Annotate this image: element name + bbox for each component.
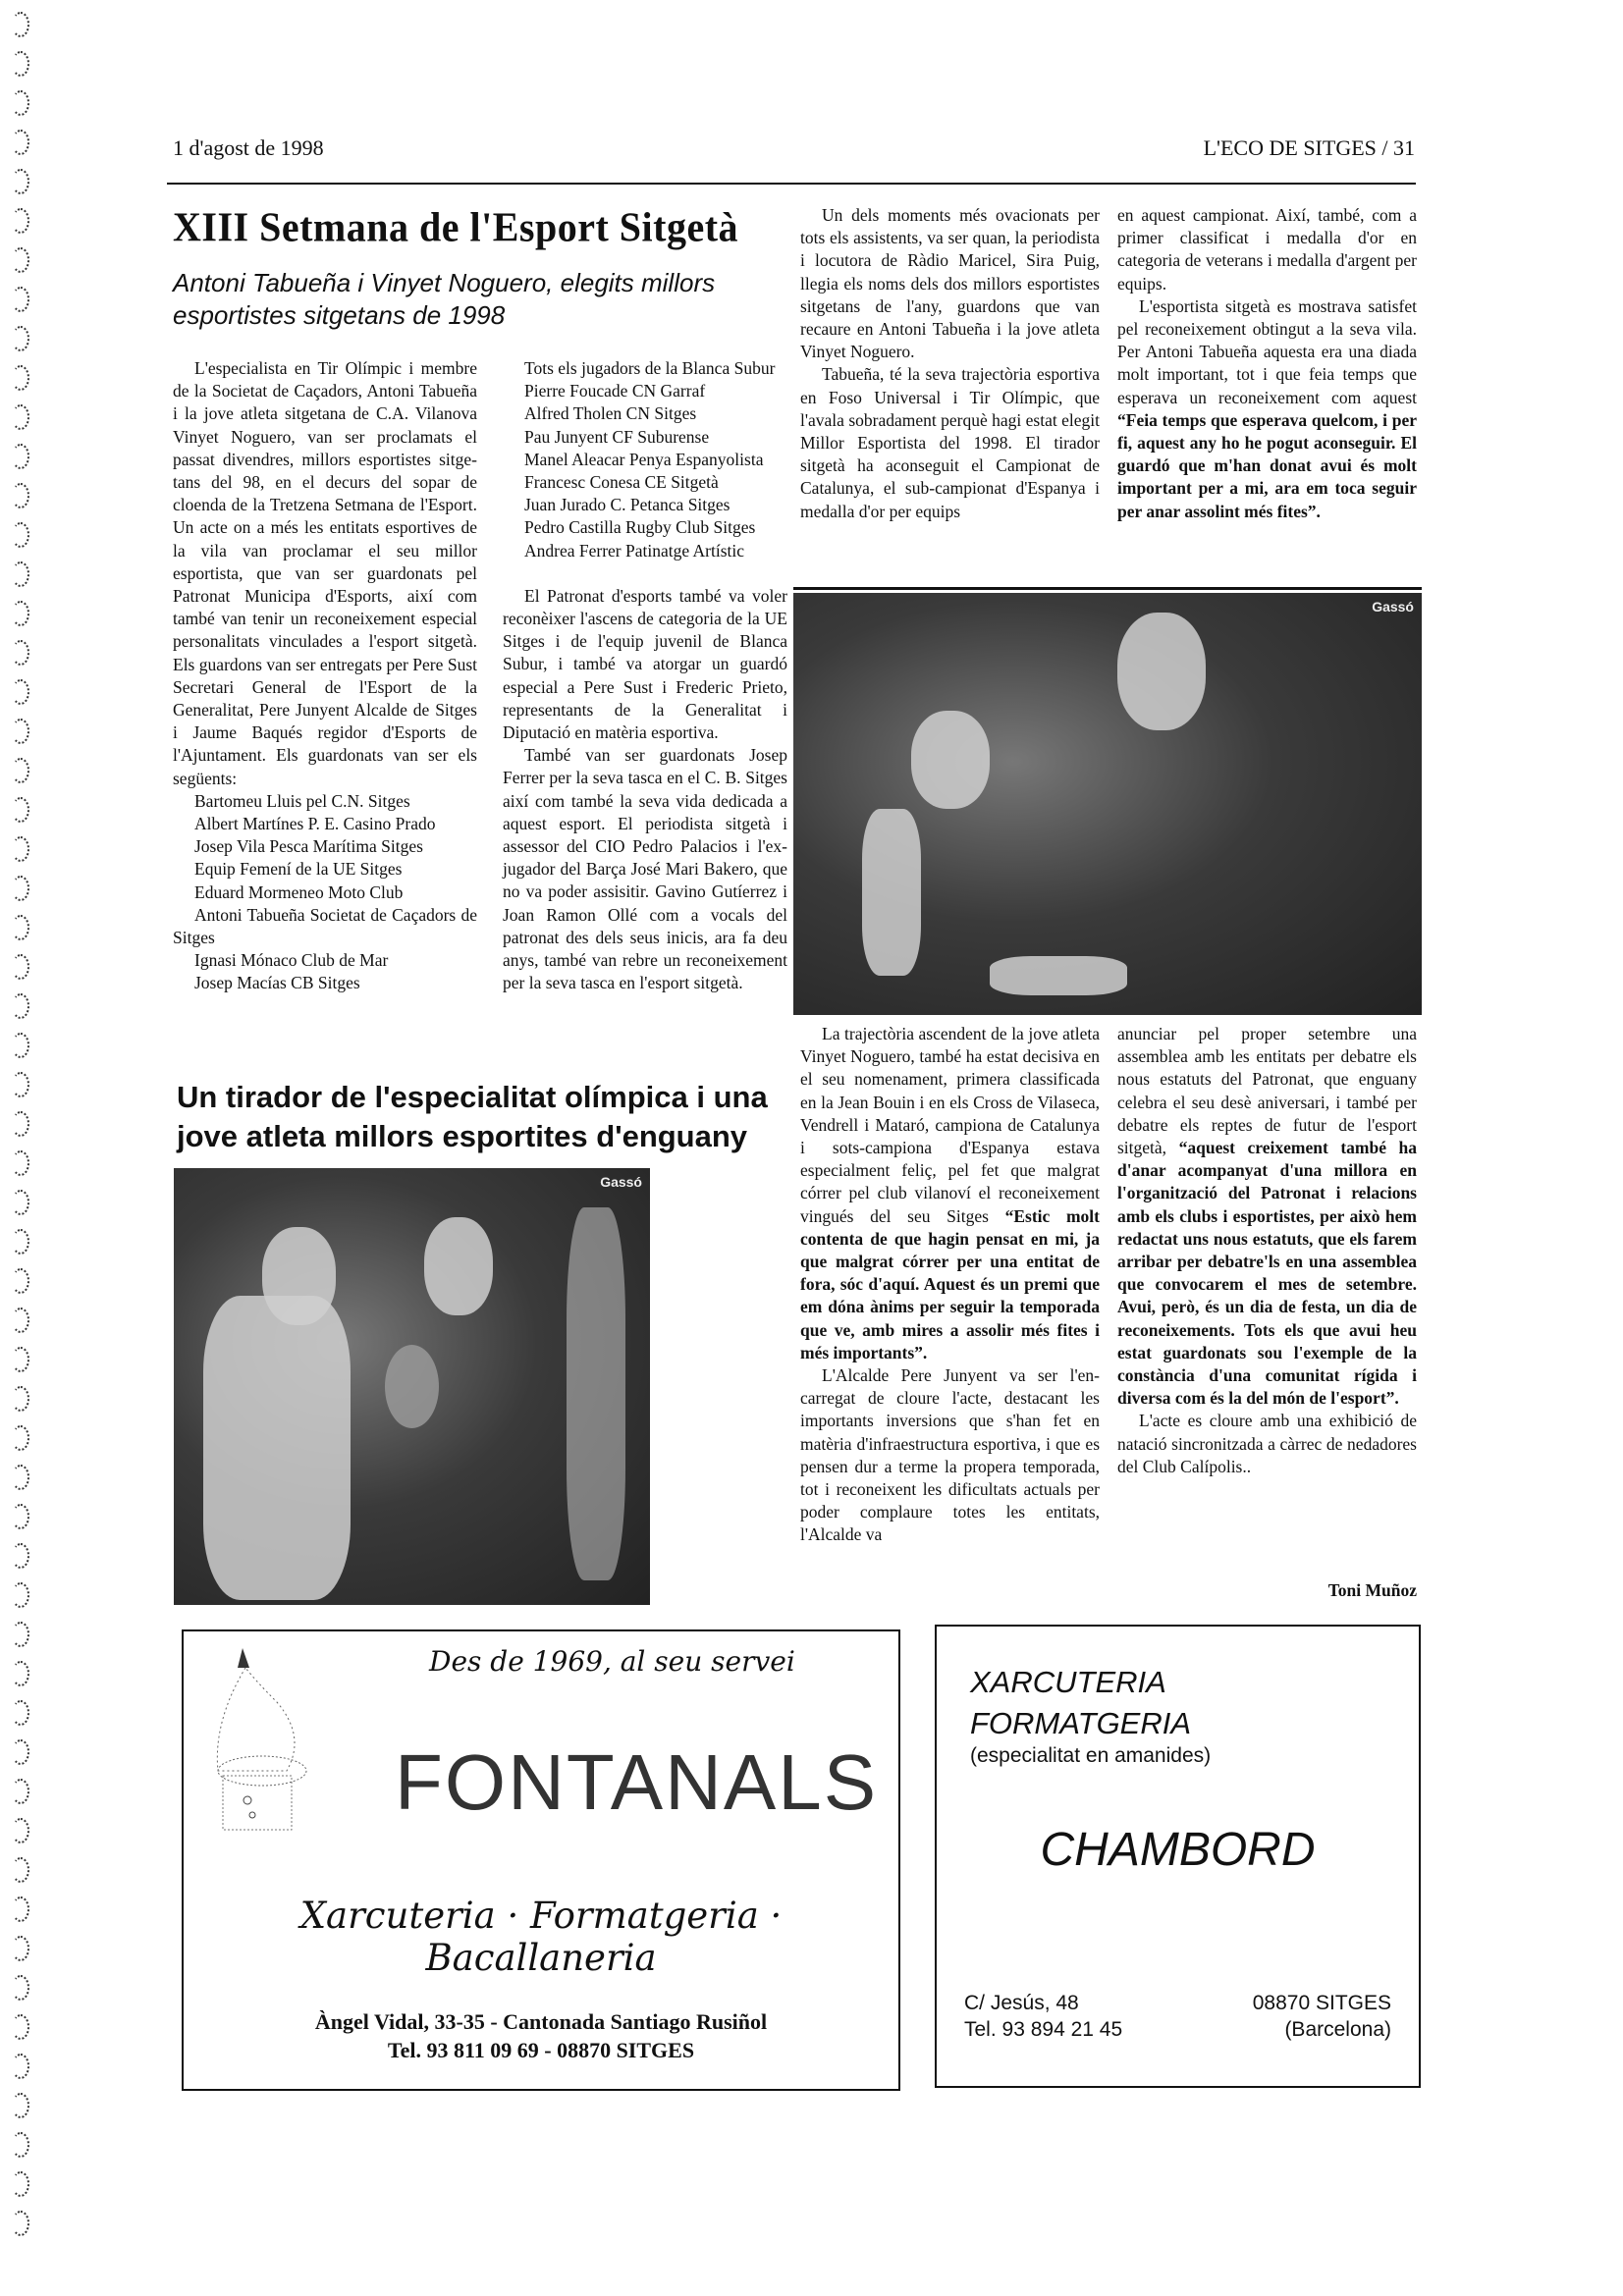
binding-hole <box>12 719 29 744</box>
binding-hole <box>12 640 29 666</box>
quote: “Feia temps que esperava quelcom, i per fi, aquest any ho he pogut aconseguir. El guardó que m'han donat avui és molt important per a mi, ara em toca seguir per anar assolint més fites”. <box>1117 409 1417 521</box>
winner-item: Antoni Tabueña Societat de Caçadors de Sitges <box>173 904 477 948</box>
binding-hole <box>12 1033 29 1058</box>
article-column-2 <box>503 357 787 994</box>
ad-fontanals <box>182 1629 900 2091</box>
winner-item: Andrea Ferrer Patinatge Artístic <box>524 540 745 561</box>
binding-hole <box>12 522 29 548</box>
binding-hole <box>12 679 29 705</box>
winner-item: Albert Martínes P. E. Casino Prado <box>194 814 436 834</box>
binding-hole <box>12 247 29 273</box>
ad-chambord <box>935 1625 1421 2088</box>
paragraph <box>1117 1023 1417 1410</box>
binding-hole <box>12 561 29 587</box>
header-rule <box>167 183 1416 185</box>
ad-phone: Tel. 93 811 09 69 - 08870 SITGES <box>387 2038 695 2062</box>
quote: “aquest creixement també ha d'anar acompanyat d'una millora en l'organització del Patronat i relacions amb els clubs i esportistes, per això hem redactat uns nous estatuts, que els farem arribar per debatre'ls en una assemblea que convocarem el mes de setembre. Avui, però, és un dia de festa, un dia de reconeixements. Tots els que avui heu estat guardonats sou l'exemple de la constància d'una comunitat rígida i diversa com és la del món de l'esport”. <box>1117 1138 1418 1409</box>
ad-specialty: (especialitat en amanides) <box>970 1744 1212 1767</box>
paragraph: L'Alcalde Pere Junyent va ser l'encarregat de cloure l'acte, destacant les importants inversions que s'han fet en matèria d'infraestructura esportiva, i que es pensen dur a terme la propera temporada, tot i reconeixent les dificultats actuals per poder complaure totes les entitats, l'Alcalde va <box>800 1365 1100 1545</box>
ad-brand-name: FONTANALS <box>395 1738 879 1826</box>
binding-hole <box>12 1857 29 1883</box>
binding-hole <box>12 1504 29 1529</box>
article-subheadline: Antoni Tabueña i Vinyet Noguero, elegits millors esportistes sitgetans de 1998 <box>173 268 716 330</box>
binding-hole <box>12 1386 29 1412</box>
winner-item: Josep Vila Pesca Marítima Sitges <box>194 836 423 857</box>
binding-hole <box>12 2054 29 2079</box>
winner-item: Pau Junyent CF Suburense <box>524 426 710 447</box>
paragraph: Tots els jugadors de la Blanca Subur <box>524 358 776 378</box>
article-column-4-continued <box>1117 1023 1417 1478</box>
binding-hole <box>12 2132 29 2158</box>
binding-hole <box>12 993 29 1019</box>
ad-address: Àngel Vidal, 33-35 - Cantonada Santiago Rusiñol <box>314 2009 768 2034</box>
winner-item: Ignasi Mónaco Club de Mar <box>194 950 389 971</box>
winner-item: Francesc Conesa CE Sitgetà <box>524 472 719 493</box>
binding-hole <box>12 404 29 430</box>
publication-page: L'ECO DE SITGES / 31 <box>1203 135 1415 160</box>
binding-hole <box>12 1347 29 1372</box>
binding-hole <box>12 1268 29 1294</box>
byline: Toni Muñoz <box>1327 1580 1417 1600</box>
ad-contact-left <box>964 1990 1122 2043</box>
winner-item: Alfred Tholen CN Sitges <box>524 403 697 424</box>
photo-figure-woman-arm <box>862 809 921 976</box>
binding-hole <box>12 1308 29 1333</box>
binding-hole <box>12 326 29 351</box>
award-photo-antoni-tabuena <box>174 1168 650 1605</box>
binding-hole <box>12 1779 29 1804</box>
photo-rule <box>793 587 1422 590</box>
binding-hole <box>12 169 29 194</box>
binding-hole <box>12 1229 29 1255</box>
binding-hole <box>12 1936 29 1961</box>
photo-figure-official-head <box>424 1217 493 1315</box>
paragraph: L'acte es cloure amb una exhibició de natació sincronitzada a càrrec de nedadores del Club Calípolis.. <box>1117 1411 1417 1476</box>
ad-tagline: Des de 1969, al seu servei <box>429 1645 795 1678</box>
binding-hole <box>12 1111 29 1137</box>
binding-hole <box>12 130 29 155</box>
binding-hole <box>12 1700 29 1726</box>
award-photo-vinyet-noguero <box>793 593 1422 1015</box>
binding-hole <box>12 12 29 37</box>
article-column-3-continued <box>800 1023 1100 1547</box>
binding-hole <box>12 1975 29 2001</box>
photo-figure-man-head <box>1117 613 1206 730</box>
binding-hole <box>12 836 29 862</box>
binding-hole <box>12 1150 29 1176</box>
paragraph: Tabueña, té la seva trajectòria esportiva en Foso Universal i Tir Olímpic, que l'avala sobradament perquè hagi estat elegit Millor Esportista del 1998. El tirador sitgetà ha aconseguit el Campionat de Catalunya, el sub-campionat d'Espanya i medalla d'or per equips <box>800 364 1100 521</box>
ad-region: (Barcelona) <box>1284 2018 1391 2041</box>
binding-hole <box>12 287 29 312</box>
winner-item: Bartomeu Lluis pel C.N. Sitges <box>194 790 410 811</box>
article-column-4 <box>1117 204 1417 523</box>
photo-figure-background-man <box>567 1207 625 1580</box>
binding-hole <box>12 365 29 391</box>
paragraph: També van ser guardonats Josep Ferrer per la seva tasca en el C. B. Sitges així com també la seva vida dedicada a aquest esport. El periodista sitgetà i assessor del CIO Pedro Palacios i l'ex-jugador del Barça José Mari Bakero, que no va poder assisitir. Gavino Gutíerrez i Joan Ramon Ollé com a vocals del patronat des dels seus inicis, ara fa deu anys, també van rebre un reconeixement per la seva tasca en l'esport sitgetà. <box>503 745 787 993</box>
winner-item: Juan Jurado C. Petanca Sitges <box>524 495 730 515</box>
issue-date: 1 d'agost de 1998 <box>173 135 324 160</box>
ad-line-xarcuteria: XARCUTERIA <box>970 1665 1166 1699</box>
ad-address-block <box>184 2007 898 2064</box>
paragraph-text: La trajectòria ascendent de la jove atleta Vinyet Noguero, també ha estat decisiva en el seu nomenament, primera classificada en la Jean Bouin i en els Cross de Vilaseca, Vendrell i Mataró, campiona de Catalunya i sots-campiona d'Espanya estava especialment feliç, pel fet que malgrat córrer pel club vilanoví el reconeixement vingués del seu Sitges <box>800 1024 1100 1226</box>
binding-hole <box>12 1465 29 1490</box>
winner-item: Josep Macías CB Sitges <box>194 973 360 993</box>
article-column-1 <box>173 357 477 995</box>
photo-figure-man-head <box>262 1227 336 1325</box>
binding-hole <box>12 1896 29 1922</box>
ad-street: C/ Jesús, 48 <box>964 1992 1079 2014</box>
binding-hole <box>12 483 29 508</box>
binding-hole <box>12 1661 29 1686</box>
paragraph <box>800 1023 1100 1364</box>
binding-hole <box>12 51 29 77</box>
binding-hole <box>12 1818 29 1843</box>
paragraph-text: anunciar pel proper setembre una assemblea amb les entitats per debatre els nous estatuts del Patronat, que enguany celebra el seu desè aniversari, i també per debatre els reptes de futur de l'esport sitgetà, <box>1117 1024 1417 1158</box>
article-column-3 <box>800 204 1100 523</box>
binding-hole <box>12 90 29 116</box>
ad-headline-block <box>970 1662 1191 1744</box>
binding-hole <box>12 1739 29 1765</box>
binding-hole <box>12 1072 29 1097</box>
photo-figure-man-shirt <box>203 1296 351 1600</box>
binding-hole <box>12 601 29 626</box>
winner-item: Manel Aleacar Penya Espanyolista <box>524 449 764 469</box>
binding-hole <box>12 876 29 901</box>
binding-hole <box>12 2171 29 2197</box>
paragraph <box>1117 295 1417 523</box>
ad-services: Xarcuteria · Formatgeria · Bacallaneria <box>299 1895 783 1979</box>
ad-city: 08870 SITGES <box>1252 1992 1391 2014</box>
winner-item: Eduard Mormeneo Moto Club <box>194 881 404 902</box>
paragraph: en aquest campionat. Així, també, com a primer classificat i medalla d'or en categoria de veterans i medalla d'argent per equips. <box>1117 205 1417 294</box>
binding-hole <box>12 1190 29 1215</box>
ad-contact-right <box>1253 1990 1391 2043</box>
photo-credit: Gassó <box>600 1174 642 1190</box>
binding-hole <box>12 2211 29 2236</box>
binding-holes <box>12 12 41 2250</box>
photo-figure-woman-head <box>911 711 990 809</box>
binding-hole <box>12 915 29 940</box>
binding-hole <box>12 797 29 823</box>
binding-hole <box>12 444 29 469</box>
article-2-headline: Un tirador de l'especialitat olímpica i una jove atleta millors esportites d'enguany <box>177 1080 768 1153</box>
ad-line-formatgeria: FORMATGERIA <box>970 1706 1192 1740</box>
paragraph-text: L'esportista sitgetà es mostrava satisfet pel reconeixement obtingut a la seva vila. Per Antoni Tabueña aquesta era una diada molt important, tot i que feia temps que esperava un reconeixement com aquest <box>1117 295 1417 407</box>
photo-figure-hands <box>990 956 1127 995</box>
binding-hole <box>12 954 29 980</box>
binding-hole <box>12 2014 29 2040</box>
binding-hole <box>12 2093 29 2118</box>
binding-hole <box>12 1543 29 1569</box>
quote: “Estic molt contenta de que hagin pensat en mi, ja que malgrat córrer per una entitat de fora, sóc d'aquí. Aquest és un premi que em dóna ànims per seguir la temporada que ve, amb mires a assolir més fites i més importants”. <box>800 1205 1100 1362</box>
paragraph: El Patronat d'esports també va voler reconèixer l'ascens de categoria de la UE Sitges i de l'equip juvenil de Blanca Subur, i també va atorgar un guardó especial a Pere Sust i Frederic Prieto, representants de la Generalitat i Diputació en matèria esportiva. <box>503 585 787 743</box>
binding-hole <box>12 208 29 234</box>
binding-hole <box>12 758 29 783</box>
winner-item: Pierre Foucade CN Garraf <box>524 381 706 401</box>
photo-trophy <box>385 1345 439 1428</box>
winner-item: Equip Femení de la UE Sitges <box>194 859 403 880</box>
paragraph: Un dels moments més ovacionats per tots els assistents, va ser quan, la periodista i locutora de Ràdio Maricel, Sira Puig, llegia els noms dels dos millors esportistes sitgetans de l'any, guardons que van recaure en Antoni Tabueña i la jove atleta Vinyet Noguero. <box>800 205 1100 362</box>
ad-brand-name: CHAMBORD <box>1040 1824 1316 1876</box>
ad-phone: Tel. 93 894 21 45 <box>964 2018 1123 2041</box>
binding-hole <box>12 1425 29 1451</box>
winner-item: Pedro Castilla Rugby Club Sitges <box>524 517 756 538</box>
cheese-basket-illustration <box>208 1643 316 1840</box>
binding-hole <box>12 1622 29 1647</box>
article-headline: XIII Setmana de l'Esport Sitgetà <box>173 203 739 251</box>
paragraph: L'especialista en Tir Olímpic i membre de la Societat de Caçadors, Antoni Tabueña i la jove atleta sitgetana de C.A. Vilanova Vinyet Noguero, van ser proclamats el passat divendres, millors esportistes sitgetans del 98, en el decurs del sopar de cloenda de la Tretzena Setmana de l'Esport. Un acte on a més les entitats esportives de la vila van proclamar el seu millor esportista, que van ser guardonats pel Patronat Municipa d'Esports, així com també van tenir un reconeixement especial personalitats vinculades a l'esport sitgetà. Els guardons van ser entregats per Pere Sust Secretari General de l'Esport de la Generalitat, Pere Junyent Alcalde de Sitges i Jaume Baqués regidor d'Esports de l'Ajuntament. Els guardonats van ser els següents: <box>173 358 477 788</box>
binding-hole <box>12 1582 29 1608</box>
photo-credit: Gassó <box>1372 599 1414 614</box>
